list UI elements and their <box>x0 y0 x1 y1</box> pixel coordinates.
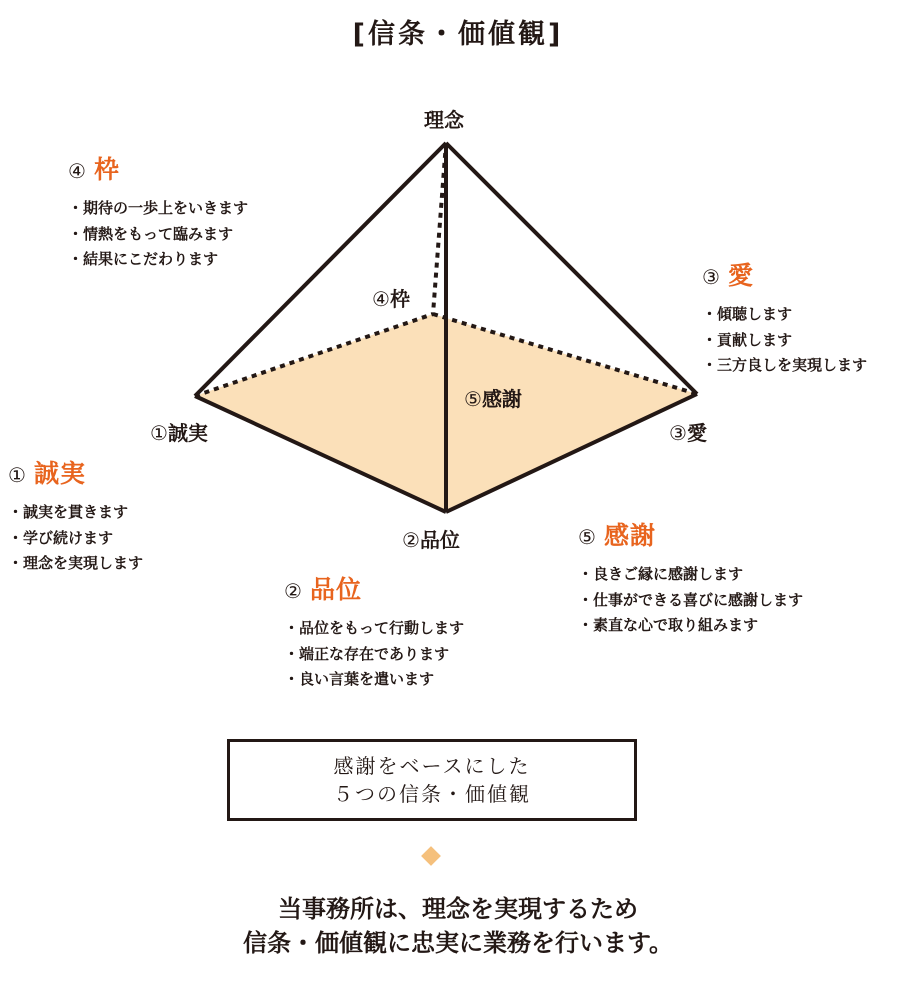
vertex-label-4: ④枠 <box>372 287 410 311</box>
group-2 <box>284 570 464 693</box>
group-4 <box>68 150 248 273</box>
footer-line-2: 信条・価値観に忠実に業務を行います。 <box>242 929 674 957</box>
group-5-item: ・ 素直な心で取り組みます <box>578 613 803 639</box>
group-1-item: ・ 理念を実現します <box>8 551 143 577</box>
group-2-item: ・ 端正な存在であります <box>284 642 464 668</box>
group-3-item: ・ 傾聴します <box>702 302 867 328</box>
group-3-title: 愛 <box>727 261 754 290</box>
group-2-item: ・ 良い言葉を遣います <box>284 667 464 693</box>
group-3 <box>702 256 867 379</box>
footer-line-1: 当事務所は、理念を実現するため <box>278 895 638 923</box>
group-4-item: ・ 情熱をもって臨みます <box>68 222 248 248</box>
vertex-label-2: ②品位 <box>402 528 460 552</box>
group-1-title: 誠実 <box>33 459 86 488</box>
group-3-item: ・ 三方良しを実現します <box>702 353 867 379</box>
group-5 <box>578 516 803 639</box>
group-5-number: ⑤ <box>578 525 596 549</box>
summary-line-2: ５つの信条・価値観 <box>333 782 531 806</box>
group-5-title: 感謝 <box>603 521 656 550</box>
group-5-item: ・ 仕事ができる喜びに感謝します <box>578 588 803 614</box>
summary-box <box>227 739 637 821</box>
group-4-item: ・ 期待の一歩上をいきます <box>68 196 248 222</box>
group-4-number: ④ <box>68 159 86 183</box>
page-title: [信条・価値観] <box>352 19 564 50</box>
group-2-number: ② <box>284 579 302 603</box>
vertex-label-3: ③愛 <box>669 421 707 445</box>
group-1-item: ・ 誠実を貫きます <box>8 500 143 526</box>
vertex-label-5: ⑤感謝 <box>464 387 522 411</box>
group-3-item: ・ 貢献します <box>702 328 867 354</box>
group-3-number: ③ <box>702 265 720 289</box>
group-1-number: ① <box>8 463 26 487</box>
footer-statement <box>0 892 916 960</box>
group-2-title: 品位 <box>309 575 362 604</box>
group-4-title: 枠 <box>93 155 120 184</box>
group-2-item: ・ 品位をもって行動します <box>284 616 464 642</box>
group-5-item: ・ 良きご縁に感謝します <box>578 562 803 588</box>
apex-label: 理念 <box>424 108 464 132</box>
vertex-label-1: ①誠実 <box>150 421 208 445</box>
group-4-item: ・ 結果にこだわります <box>68 247 248 273</box>
group-1 <box>8 454 143 577</box>
summary-line-1: 感謝をベースにした <box>333 754 531 778</box>
group-1-item: ・ 学び続けます <box>8 526 143 552</box>
